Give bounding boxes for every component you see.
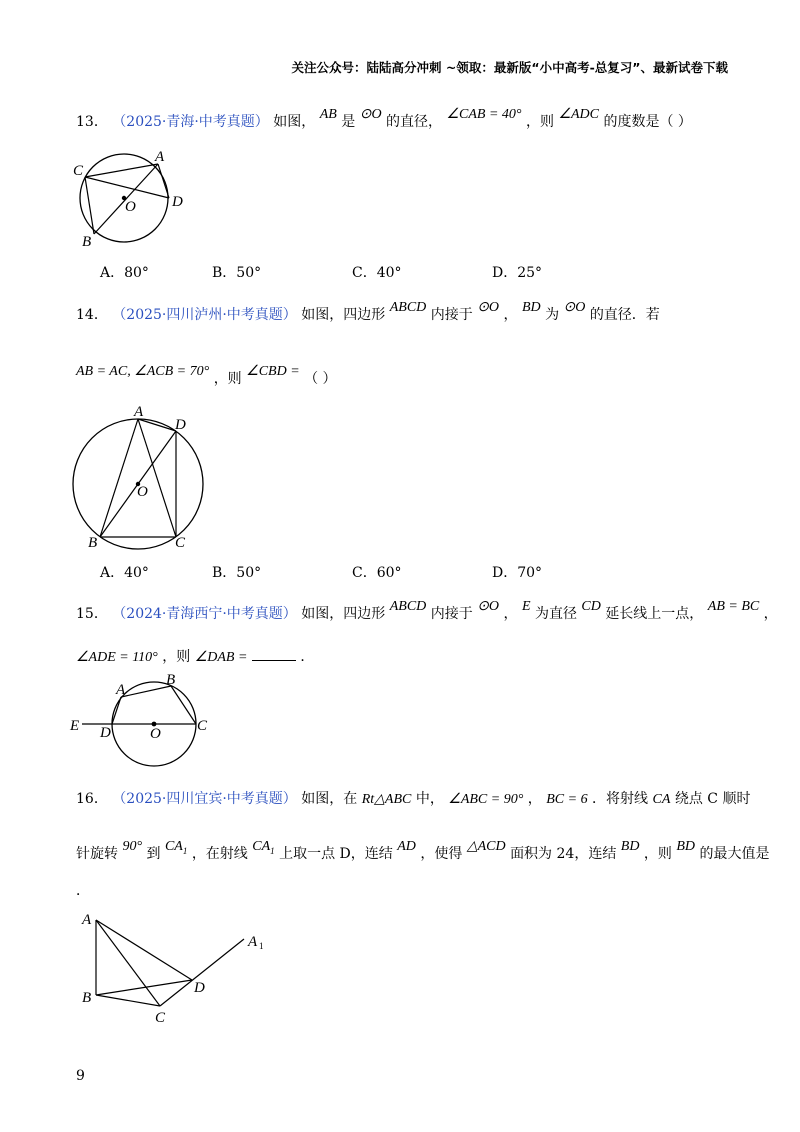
label-c: C [197, 718, 208, 734]
math-ca: CA [652, 792, 671, 807]
segment-ba [100, 419, 138, 537]
stem-text: 到 [146, 846, 161, 862]
label-d: D [100, 725, 111, 741]
stem-text: 的直径， [386, 114, 443, 130]
stem-text: ， [527, 791, 542, 807]
question-source: （2025·青海·中考真题） [112, 114, 269, 130]
math-ca1-base: CA [164, 839, 183, 854]
question-16-stem [76, 788, 750, 808]
figure-q16 [76, 906, 276, 1030]
label-o: O [125, 199, 136, 215]
question-16-stem-3 [76, 880, 90, 900]
stem-text: ，则 [162, 649, 191, 665]
math-bd: BD [620, 839, 640, 854]
question-source: （2025·四川泸州·中考真题） [112, 307, 297, 323]
stem-text: ， [503, 307, 518, 323]
label-d: D [194, 980, 205, 996]
figure-q14 [66, 402, 212, 552]
segment-ad [158, 164, 169, 198]
label-o: O [150, 726, 161, 742]
math-triangle-acd: △ACD [466, 839, 506, 854]
label-c: C [175, 535, 186, 551]
math-angle-dab: ∠DAB = [194, 650, 248, 665]
stem-text: 中， [415, 791, 444, 807]
math-ca1 [165, 839, 187, 854]
segment-ad [96, 920, 192, 980]
math-bc: BC = 6 [546, 792, 588, 807]
stem-text: （ ） [304, 371, 337, 387]
math-circle-o: ⊙O [359, 107, 382, 122]
math-angle-abc: ∠ABC = 90° [448, 792, 524, 807]
stem-text: 的最大值是 [699, 846, 770, 862]
option-d[interactable]: D．25° [492, 265, 543, 281]
stem-text: 为 [545, 307, 560, 323]
math-circle-o: ⊙O [563, 300, 586, 315]
option-c[interactable]: C．40° [352, 265, 402, 281]
stem-text: ， [763, 606, 778, 622]
segment-da [112, 697, 121, 724]
option-d[interactable]: D．70° [492, 565, 543, 581]
option-b[interactable]: B．50° [212, 565, 262, 581]
question-source: （2025·四川宜宾·中考真题） [112, 791, 297, 807]
segment-cd [85, 177, 169, 198]
math-e: E [521, 599, 531, 614]
figure-q15 [68, 670, 216, 770]
math-ca1-base: CA [252, 839, 271, 854]
question-13-stem [76, 107, 692, 131]
math-90: 90° [122, 839, 143, 854]
question-number: 13． [76, 114, 108, 130]
label-a: A [82, 912, 92, 928]
stem-text: 内接于 [430, 307, 473, 323]
math-bd: BD [521, 300, 541, 315]
label-b: B [82, 234, 92, 250]
stem-text: 如图，四边形 [301, 307, 386, 323]
label-a1-sub: 1 [259, 941, 264, 951]
stem-text: ，则 [525, 114, 554, 130]
stem-text: 是 [341, 114, 356, 130]
stem-text: ，则 [213, 371, 242, 387]
question-14-stem [76, 300, 660, 324]
stem-text: 如图，四边形 [301, 606, 386, 622]
label-e: E [70, 718, 80, 734]
stem-text: ． [300, 649, 315, 665]
stem-text: ，在射线 [191, 846, 248, 862]
label-b: B [166, 672, 176, 688]
math-bd: BD [676, 839, 696, 854]
label-c: C [155, 1010, 166, 1026]
question-number: 14． [76, 307, 108, 323]
label-o: O [137, 484, 148, 500]
stem-text: 为直径 [534, 606, 577, 622]
math-rt-triangle: Rt△ABC [361, 792, 412, 807]
stem-text: 的直径．若 [589, 307, 660, 323]
math-ca1 [252, 839, 274, 854]
label-a1: A [248, 934, 258, 950]
label-d: D [172, 194, 183, 210]
stem-text: 上取一点 D，连结 [279, 846, 393, 862]
math-conditions: AB = AC, ∠ACB = 70° [76, 364, 210, 379]
stem-text: 绕点 C 顺时 [674, 791, 751, 807]
math-circle-o: ⊙O [477, 300, 500, 315]
stem-text: 如图，在 [301, 791, 358, 807]
label-a: A [116, 682, 126, 698]
stem-text: 面积为 24，连结 [510, 846, 617, 862]
stem-text: 针旋转 [76, 846, 118, 862]
math-ca1-sub: 1 [182, 845, 188, 856]
label-a: A [155, 150, 165, 165]
segment-bd [96, 980, 192, 995]
segment-ad [138, 419, 176, 431]
stem-text: ． [76, 883, 90, 899]
math-angle-cab: ∠CAB = 40° [446, 107, 522, 122]
stem-text: ．将射线 [592, 791, 649, 807]
question-16-stem-2 [76, 839, 770, 864]
segment-ac [138, 419, 176, 537]
stem-text: ， [503, 606, 518, 622]
question-14-stem-2 [76, 364, 337, 388]
math-ab: AB [319, 107, 337, 122]
stem-text: 延长线上一点， [605, 606, 704, 622]
segment-ca [85, 164, 158, 177]
question-source: （2024·青海西宁·中考真题） [112, 606, 297, 622]
answer-blank[interactable] [252, 648, 296, 661]
question-15-stem-2 [76, 646, 314, 666]
stem-text: 如图， [273, 114, 316, 130]
stem-text: ，则 [643, 846, 672, 862]
option-a[interactable]: A．80° [100, 265, 149, 281]
segment-bc [96, 995, 160, 1006]
label-b: B [88, 535, 98, 551]
label-d: D [175, 417, 186, 433]
figure-q13 [70, 150, 190, 250]
stem-text: 的度数是（ ） [603, 114, 692, 130]
math-ad: AD [397, 839, 416, 854]
math-angle-ade: ∠ADE = 110° [76, 650, 158, 665]
label-c: C [73, 163, 84, 179]
label-a: A [134, 404, 144, 420]
math-circle-o: ⊙O [477, 599, 500, 614]
page-header: 关注公众号：陆陆高分冲刺 ~领取：最新版“小中高考-总复习”、最新试卷下载 [291, 60, 728, 75]
math-angle-adc: ∠ADC [558, 107, 599, 122]
segment-bc [171, 686, 196, 724]
math-arc-equal: AB = BC [707, 599, 760, 614]
option-a[interactable]: A．40° [100, 565, 149, 581]
stem-text: ，使得 [420, 846, 463, 862]
math-angle-cbd: ∠CBD = [246, 364, 300, 379]
math-abcd: ABCD [389, 300, 427, 315]
segment-ab [121, 686, 171, 697]
page-number: 9 [76, 1068, 85, 1084]
math-cd: CD [581, 599, 601, 614]
stem-text: 内接于 [430, 606, 473, 622]
question-number: 16． [76, 791, 108, 807]
option-b[interactable]: B．50° [212, 265, 262, 281]
label-b: B [82, 990, 92, 1006]
question-15-stem [76, 599, 778, 623]
math-ca1-sub: 1 [270, 845, 275, 856]
option-c[interactable]: C．60° [352, 565, 402, 581]
math-abcd: ABCD [389, 599, 427, 614]
question-number: 15． [76, 606, 108, 622]
